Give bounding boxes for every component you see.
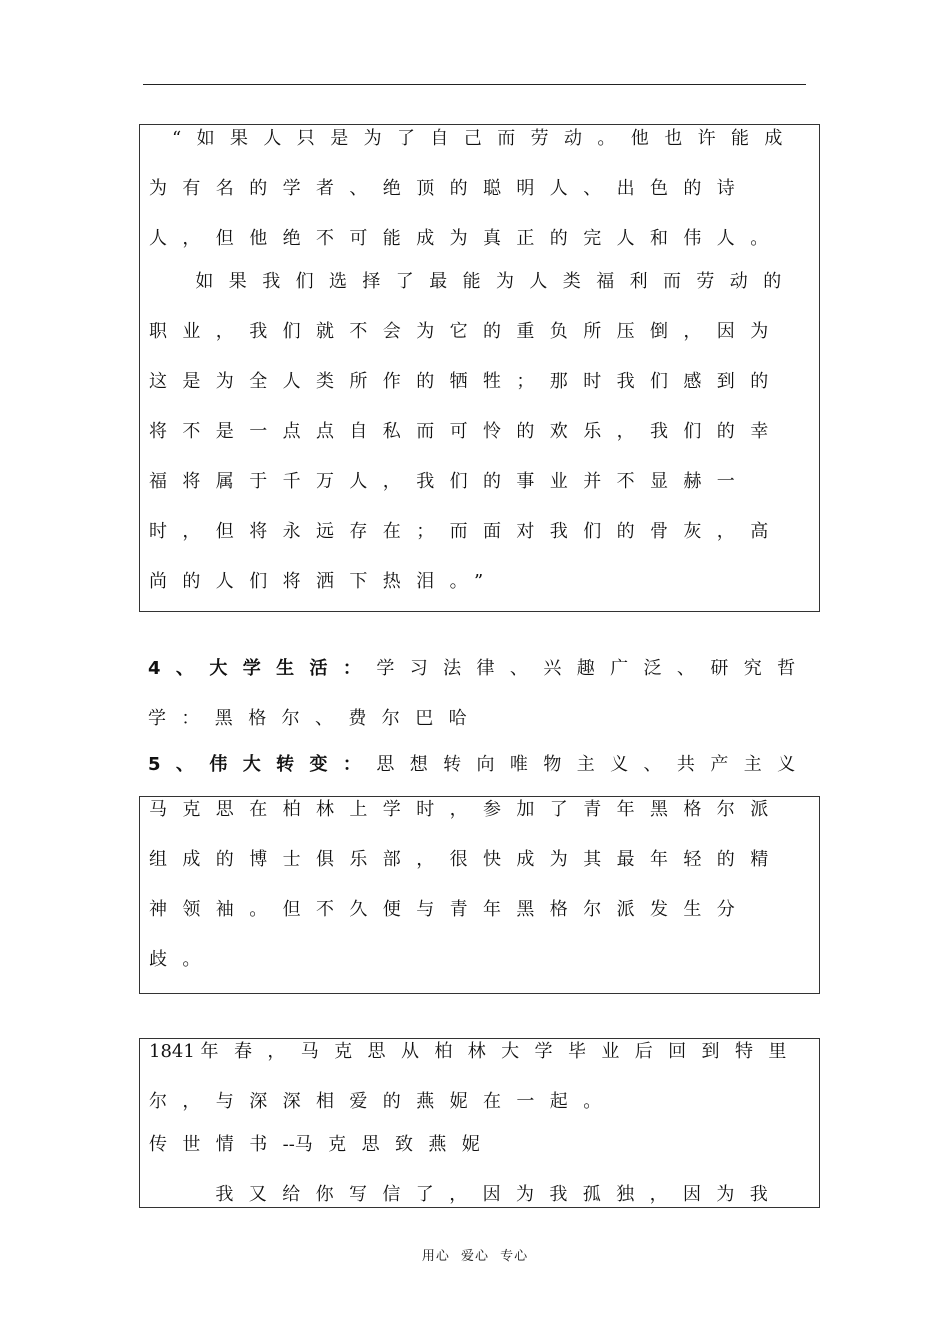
section-4-text: 学习法律、兴趣广泛、研究哲 bbox=[376, 658, 811, 679]
quote-line: 尚的人们将洒下热泪。” bbox=[149, 571, 499, 592]
quote-line: 将不是一点点自私而可怜的欢乐，我们的幸 bbox=[149, 421, 784, 442]
box-line bbox=[149, 1040, 802, 1064]
section-4-heading bbox=[148, 657, 811, 681]
section-5-text: 思想转向唯物主义、共产主义 bbox=[376, 754, 811, 775]
section-4-lead: 4、大学生活： bbox=[148, 658, 377, 679]
box-line bbox=[149, 1133, 495, 1157]
letter-title-post: 马克思致燕妮 bbox=[294, 1134, 496, 1155]
quote-line: 福将属于千万人，我们的事业并不显赫一 bbox=[149, 471, 751, 492]
box-line: 组成的博士俱乐部，很快成为其最年轻的精 bbox=[149, 849, 784, 870]
letter-title-dash: -- bbox=[282, 1134, 295, 1155]
box-line: 马克思在柏林上学时，参加了青年黑格尔派 bbox=[149, 799, 784, 820]
header-rule bbox=[143, 84, 806, 85]
section-5-lead: 5、伟大转变： bbox=[148, 754, 377, 775]
quote-line: 如果我们选择了最能为人类福利而劳动的 bbox=[162, 271, 797, 292]
box-line: 神领袖。但不久便与青年黑格尔派发生分 bbox=[149, 899, 751, 920]
box-line: 尔，与深深相爱的燕妮在一起。 bbox=[149, 1091, 617, 1112]
year-text: 1841 bbox=[149, 1041, 195, 1062]
section-4-line2: 学：黑格尔、费尔巴哈 bbox=[148, 708, 482, 729]
quote-line: 人，但他绝不可能成为真正的完人和伟人。 bbox=[149, 228, 784, 249]
footer-text: 用心 爱心 专心 bbox=[421, 1249, 529, 1264]
love-letter-box bbox=[139, 1038, 820, 1208]
quote-line: 时，但将永远存在；而面对我们的骨灰，高 bbox=[149, 521, 784, 542]
quote-line: 职业，我们就不会为它的重负所压倒，因为 bbox=[149, 321, 784, 342]
box-line: 歧。 bbox=[149, 949, 216, 970]
quote-line: 这是为全人类所作的牺牲；那时我们感到的 bbox=[149, 371, 784, 392]
letter-title-pre: 传世情书 bbox=[149, 1134, 283, 1155]
marx-berlin-box bbox=[139, 796, 820, 994]
quote-box bbox=[139, 124, 820, 612]
quote-line: 为有名的学者、绝顶的聪明人、出色的诗 bbox=[149, 178, 751, 199]
box-line: 我又给你写信了，因为我孤独，因为我 bbox=[182, 1184, 784, 1205]
section-5-heading bbox=[148, 753, 811, 777]
quote-line: “如果人只是为了自己而劳动。他也许能成 bbox=[172, 128, 798, 149]
box-line-text: 年春，马克思从柏林大学毕业后回到特里 bbox=[200, 1041, 802, 1062]
